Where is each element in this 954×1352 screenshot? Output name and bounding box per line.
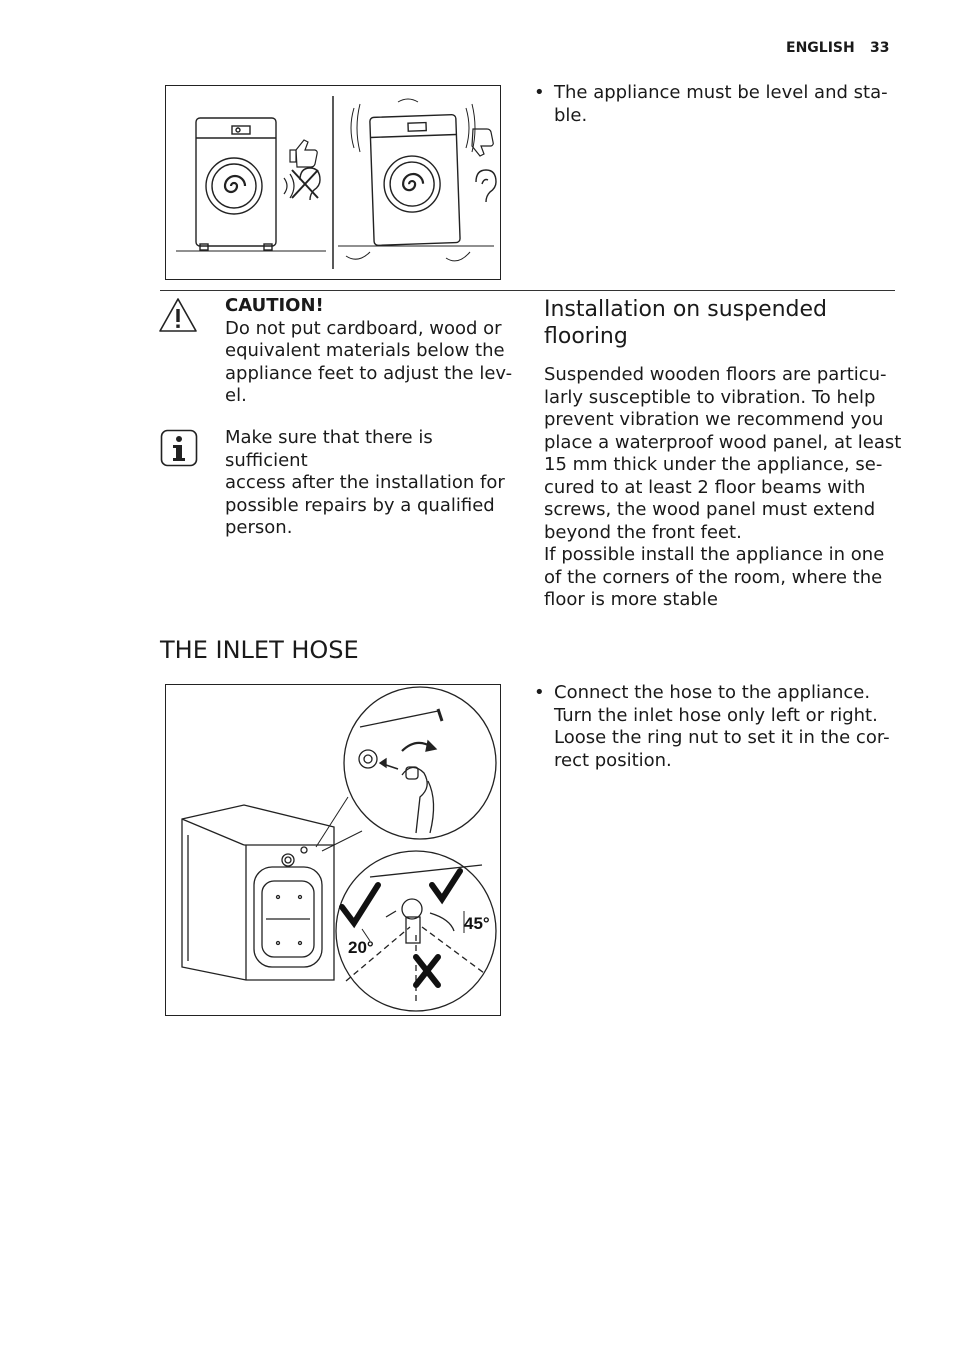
suspended-line: beyond the front feet. [544,521,742,543]
caution-line: equivalent materials below the [225,340,505,361]
inlet-hose-illustration [165,684,501,1016]
suspended-line: Suspended wooden floors are particu- [544,364,887,385]
washer-back-view [182,805,334,980]
caution-title: CAUTION! [225,295,324,316]
level-bullet [534,82,894,127]
caution-line: el. [225,385,247,406]
info-line: possible repairs by a qualified [225,494,495,516]
caution-line: appliance feet to adjust the lev- [225,362,513,384]
inlet-bullet-line: Turn the inlet hose only left or right. [554,704,878,726]
ear-icon [476,170,496,202]
inlet-hose-bullet [534,682,894,772]
inlet-hose-heading: THE INLET HOSE [160,636,359,664]
suspended-line: place a waterproof wood panel, at least [544,431,902,453]
suspended-line: If possible install the appliance in one [544,544,885,565]
ring-nut-detail [344,687,496,839]
angle-20-label: 20° [348,938,374,957]
info-icon [160,429,198,471]
ear-crossed-icon [292,168,320,200]
suspended-heading-line: flooring [544,324,628,349]
suspended-body [544,364,904,612]
page-number: 33 [870,40,890,56]
angle-45-label: 45° [464,914,490,933]
suspended-line: floor is more stable [544,589,718,610]
level-illustration-svg [166,86,500,279]
caution-line: Do not put cardboard, wood or [225,317,502,339]
bullet-dot: • [534,82,545,103]
caution-icon [158,297,198,337]
level-bullet-line: The appliance must be level and sta- [554,82,888,103]
level-washer [196,118,276,250]
suspended-line: prevent vibration we recommend you [544,409,884,430]
header-language: ENGLISH [786,40,855,56]
inlet-bullet-line: Connect the hose to the appliance. [554,682,871,703]
level-illustration [165,85,501,280]
suspended-line: larly susceptible to vibration. To help [544,386,876,408]
suspended-line: screws, the wood panel must extend [544,499,876,520]
suspended-heading [544,296,894,350]
vibrating-washer [370,115,460,246]
suspended-line: cured to at least 2 floor beams with [544,476,866,498]
info-line: person. [225,517,293,538]
info-line: access after the installation for [225,472,505,493]
section-divider [160,290,895,291]
inlet-bullet-line: rect position. [554,749,672,771]
level-bullet-line: ble. [554,104,588,126]
inlet-hose-svg [166,685,500,1015]
caution-block [225,295,520,408]
suspended-line: 15 mm thick under the appliance, se- [544,454,883,475]
bullet-dot: • [534,682,545,703]
info-line: Make sure that there is sufficient [225,427,433,471]
inlet-bullet-line: Loose the ring nut to set it in the cor- [554,727,890,748]
info-block [225,427,520,540]
suspended-heading-line: Installation on suspended [544,297,828,322]
suspended-line: of the corners of the room, where the [544,566,883,588]
